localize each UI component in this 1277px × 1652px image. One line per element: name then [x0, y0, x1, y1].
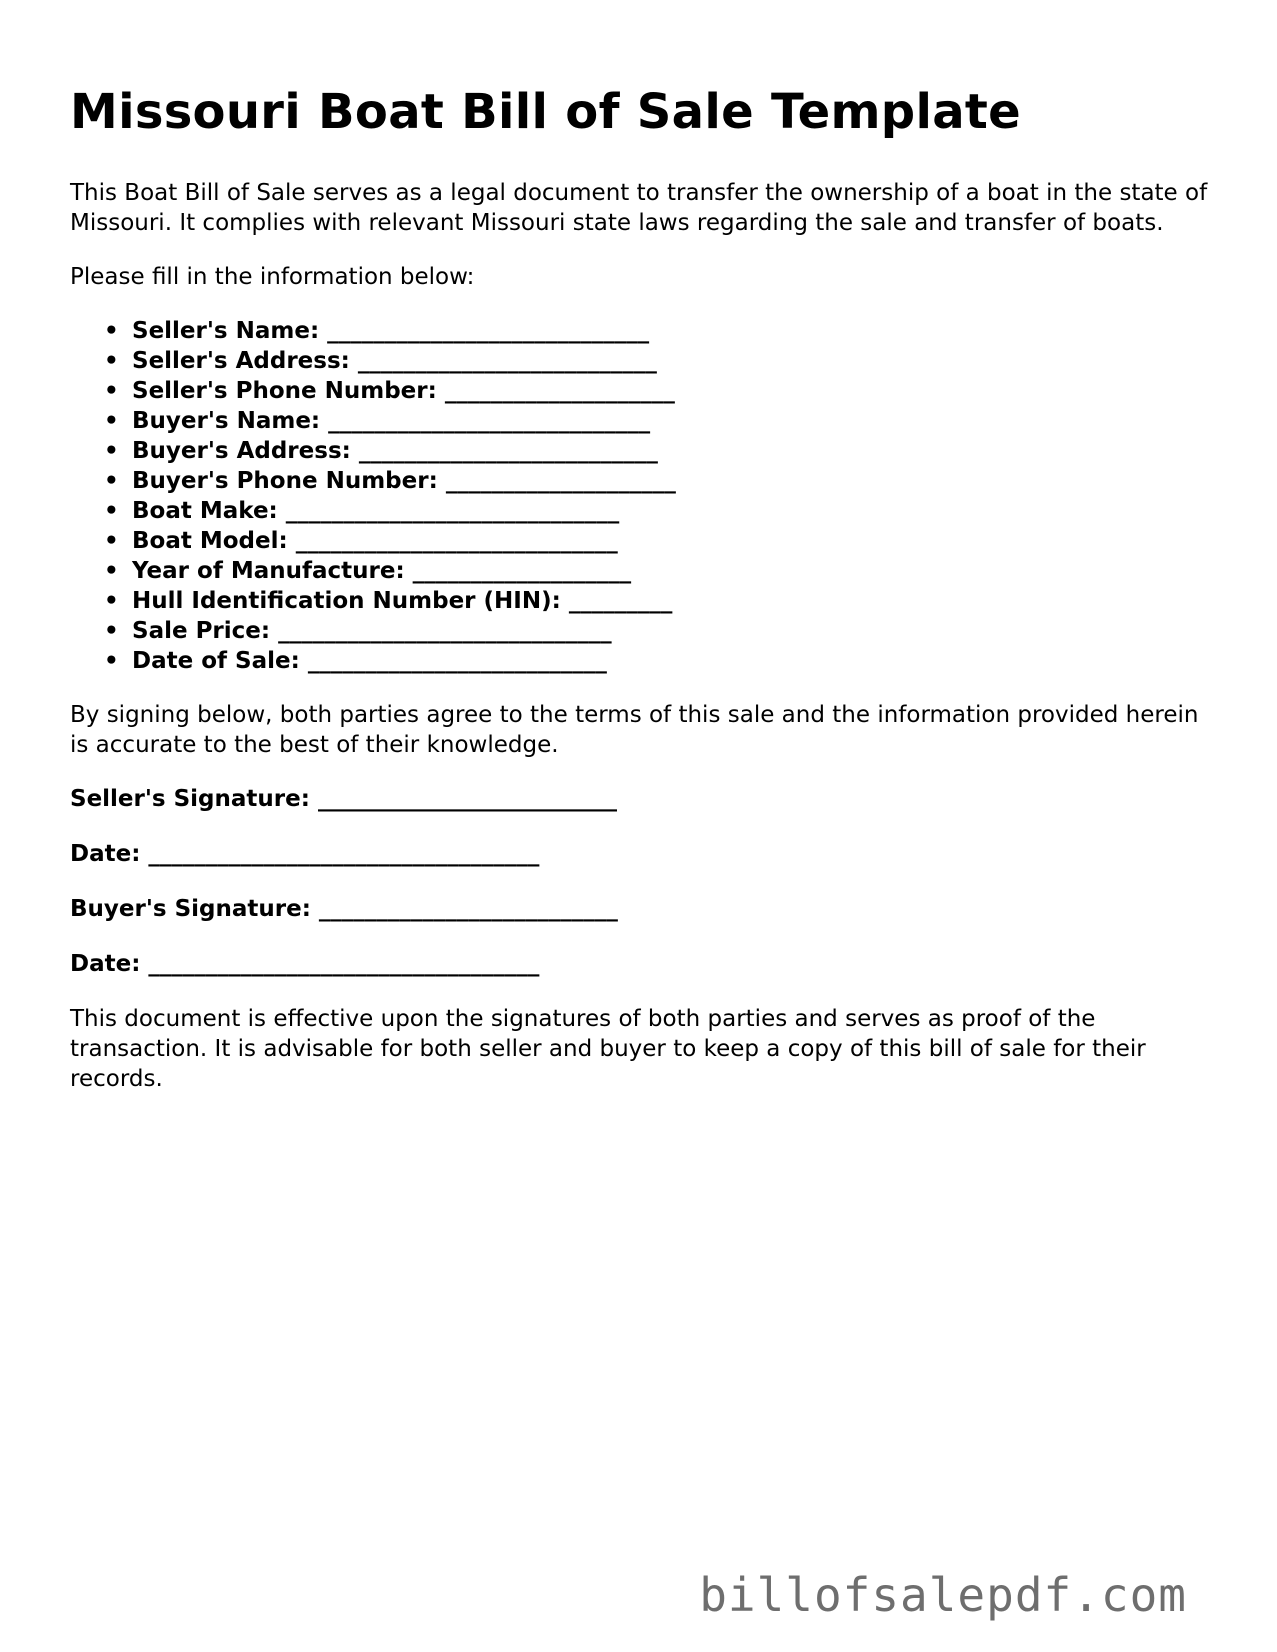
agreement-paragraph: By signing below, both parties agree to the terms of this sale and the information provided herein is accurate to the best of their knowledge.	[70, 701, 1199, 758]
seller-date-blank[interactable]: __________________________________	[148, 840, 540, 867]
field-label: Sale Price:	[132, 617, 271, 644]
seller-date-line	[70, 839, 1210, 869]
field-seller-name	[132, 316, 1210, 346]
field-seller-phone	[132, 376, 1210, 406]
buyer-signature-line	[70, 894, 1210, 924]
field-blank[interactable]: ____________________________	[328, 407, 651, 434]
field-boat-make	[132, 496, 1210, 526]
watermark: billofsalepdf.com	[699, 1568, 1187, 1622]
document-title: Missouri Boat Bill of Sale Template	[70, 84, 1021, 140]
field-sale-price	[132, 616, 1210, 646]
field-label: Year of Manufacture:	[132, 557, 405, 584]
field-boat-model	[132, 526, 1210, 556]
fill-prompt: Please fill in the information below:	[70, 263, 475, 290]
field-label: Buyer's Address:	[132, 437, 351, 464]
field-buyer-address	[132, 436, 1210, 466]
field-list	[70, 316, 1210, 676]
field-blank[interactable]: ____________________	[445, 467, 676, 494]
field-date-of-sale	[132, 646, 1210, 676]
buyer-signature-label: Buyer's Signature:	[70, 895, 311, 922]
field-hin	[132, 586, 1210, 616]
field-label: Buyer's Phone Number:	[132, 467, 438, 494]
buyer-date-label: Date:	[70, 950, 141, 977]
field-buyer-name	[132, 406, 1210, 436]
field-label: Buyer's Name:	[132, 407, 321, 434]
field-blank[interactable]: __________________________	[307, 647, 607, 674]
document-page	[70, 84, 1210, 1118]
field-buyer-phone	[132, 466, 1210, 496]
field-label: Boat Model:	[132, 527, 288, 554]
field-label: Seller's Address:	[132, 347, 350, 374]
seller-signature-label: Seller's Signature:	[70, 785, 310, 812]
field-blank[interactable]: ____________________________	[327, 317, 650, 344]
field-blank[interactable]: ___________________	[412, 557, 632, 584]
buyer-signature-blank[interactable]: __________________________	[318, 895, 618, 922]
buyer-date-blank[interactable]: __________________________________	[148, 950, 540, 977]
seller-signature-blank[interactable]: __________________________	[317, 785, 617, 812]
field-blank[interactable]: ____________________	[444, 377, 675, 404]
field-label: Boat Make:	[132, 497, 278, 524]
field-year	[132, 556, 1210, 586]
field-blank[interactable]: _____________________________	[285, 497, 620, 524]
field-blank[interactable]: __________________________	[358, 437, 658, 464]
buyer-date-line	[70, 949, 1210, 979]
field-blank[interactable]: ____________________________	[295, 527, 618, 554]
seller-date-label: Date:	[70, 840, 141, 867]
field-blank[interactable]: __________________________	[357, 347, 657, 374]
field-label: Hull Identification Number (HIN):	[132, 587, 561, 614]
field-blank[interactable]: _____________________________	[278, 617, 612, 644]
field-seller-address	[132, 346, 1210, 376]
field-label: Date of Sale:	[132, 647, 300, 674]
intro-paragraph: This Boat Bill of Sale serves as a legal document to transfer the ownership of a boat in the state of Missouri. It complies with relevant Missouri state laws regarding the sale and transfer of boats.	[70, 179, 1208, 236]
field-label: Seller's Name:	[132, 317, 320, 344]
seller-signature-line	[70, 784, 1210, 814]
closing-paragraph: This document is effective upon the signatures of both parties and serves as proof of the transaction. It is advisable for both seller and buyer to keep a copy of this bill of sale for their records.	[70, 1005, 1146, 1092]
field-blank[interactable]: _________	[568, 587, 673, 614]
field-label: Seller's Phone Number:	[132, 377, 437, 404]
